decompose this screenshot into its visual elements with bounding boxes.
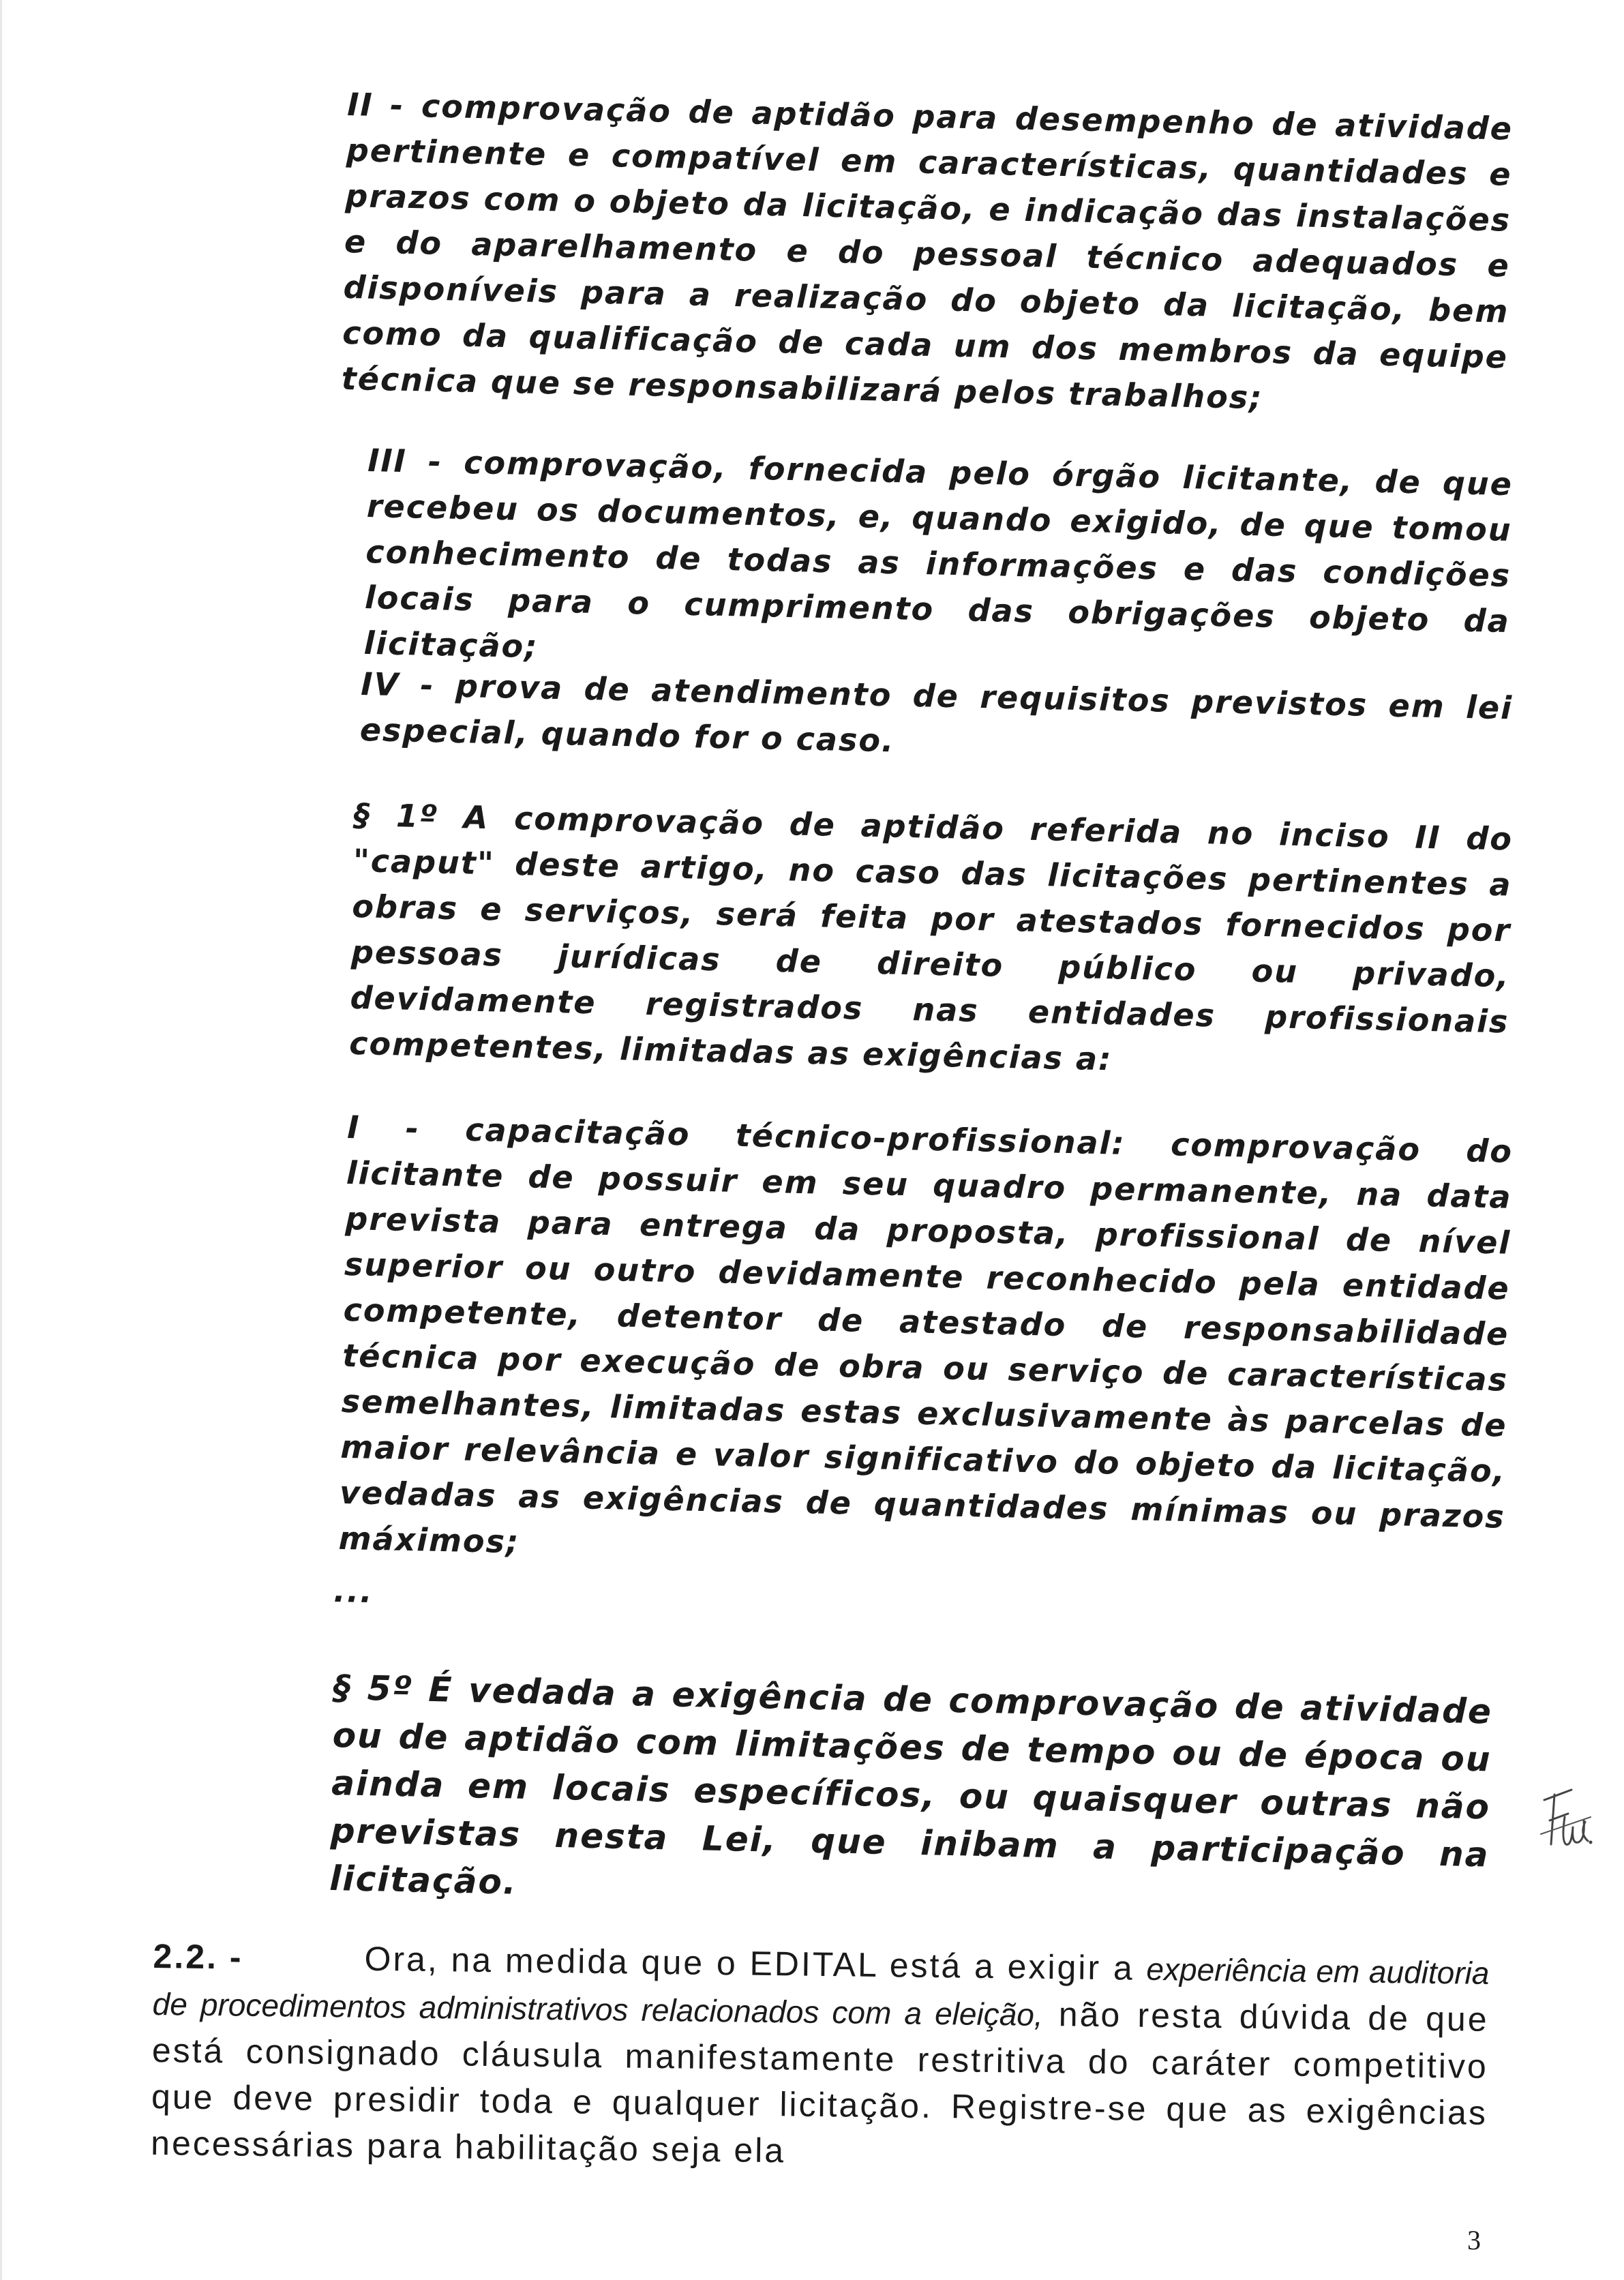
quote-inciso-i [338, 1105, 1514, 1586]
ellipsis-text: ... [333, 1572, 374, 1610]
page-number: 3 [1467, 2225, 1481, 2255]
section-text-after: não resta dúvida de que está consignado cláusula manifestamente restritiva do caráter competitivo que deve presidir toda e qualquer licitação. Registre-se que as exigências necessárias para habilitação seja ela [150, 1994, 1489, 2170]
scan-edge [0, 0, 2, 2280]
inciso-ii-text: II - comprovação de aptidão para desempenho de atividade pertinente e compatível em características, quantidades e prazos com o objeto da licitação, e indicação das instalações e do aparelhamento e do pessoal técnico adequados e disponíveis para a realização do objeto da licitação, bem como da qualificação de cada um dos membros da equipe técnica que se responsabilizará pelos trabalhos; [341, 85, 1514, 417]
quote-paragrafo-1 [349, 792, 1514, 1091]
paragrafo-1-text: § 1º A comprovação de aptidão referida no inciso II do "caput" deste artigo, no caso das licitações pertinentes a obras e serviços, será feita por atestados fornecidos por pessoas jurídicas de direito público ou privado, devidamente registrados nas entidades profissionais competentes, limitadas as exigências a: [348, 796, 1514, 1078]
section-number: 2.2. - [153, 1936, 243, 1977]
section-2-2-paragraph [151, 1933, 1490, 2182]
inciso-i-text: I - capacitação técnico-profissional: comprovação do licitante de possuir em seu quadro permanente, na data prevista para entrega da proposta, profissional de nível superior ou outro devidamente reconhecido pela entidade competente, detentor de atestado de responsabilidade técnica por execução de obra ou serviço de características semelhantes, limitadas estas exclusivamente às parcelas de maior relevância e valor significativo do objeto da licitação, vedadas as exigências de quantidades mínimas ou prazos máximos; [338, 1108, 1514, 1561]
section-emphasis: experiência em auditoria de procedimentos administrativos relacionados com a eleição, [152, 1951, 1490, 2032]
quote-paragrafo-5 [329, 1664, 1493, 1927]
inciso-iii-text: III - comprovação, fornecida pelo órgão licitante, de que recebeu os documentos, e, quando exigido, de que tomou conhecimento de todas as informações e das condições locais para o cumprimento das obrigações objeto da licitação; [363, 441, 1514, 665]
section-text-before: Ora, na medida que o EDITAL está a exigir a [364, 1939, 1147, 1987]
quote-inciso-ii [341, 82, 1513, 426]
handwritten-initials [1531, 1780, 1595, 1855]
inciso-iv-text: IV - prova de atendimento de requisitos previstos em lei especial, quando for o caso. [359, 665, 1514, 760]
quote-ellipsis [333, 1568, 470, 1617]
quote-inciso-iii [363, 438, 1514, 690]
paragrafo-5-text: § 5º É vedada a exigência de comprovação de atividade ou de aptidão com limitações de tempo ou de época ou ainda em locais específicos, ou quaisquer outras não previstas nesta Lei, que inibam a participação na licitação. [329, 1667, 1493, 1902]
